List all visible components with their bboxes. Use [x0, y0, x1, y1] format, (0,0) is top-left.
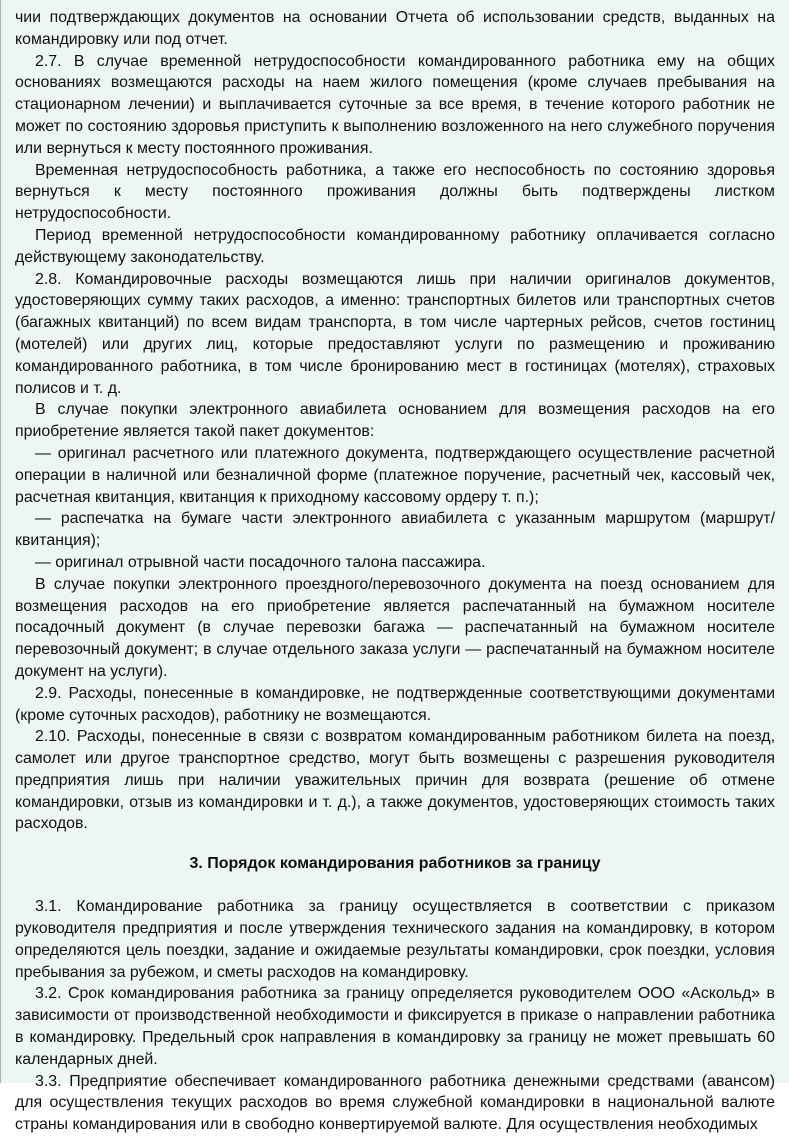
list-item-payment-document: — оригинал расчетного или платежного документа, подтверждающего осуществление расчетной операции в наличной или безналичной форме (платежное поручение, расчетный чек, кассовый чек, расчетная квитанция, квитанция к приходному кассовому ордеру т. п.);	[15, 444, 775, 506]
paragraph-2-9: 2.9. Расходы, понесенные в командировке, не подтвержденные соответствующими документами (кроме суточных расходов), работнику не возмещаются.	[15, 684, 775, 724]
paragraph-2-8: 2.8. Командировочные расходы возмещаются лишь при наличии оригиналов документов, удостоверяющих сумму таких расходов, а именно: транспортных билетов или транспортных счетов (багажных квитанций) по всем видам транспорта, в том числе чартерных рейсов, счетов гостиниц (мотелей) или других лиц, которые предоставляют услуги по размещению и проживанию командированного работника, в том числе бронированию мест в гостиницах (мотелях), страховых полисов и т. д.	[15, 270, 775, 397]
paragraph-train-ticket: В случае покупки электронного проездного/перевозочного документа на поезд основанием для возмещения расходов на его приобретение является распечатанный на бумажном носителе посадочный документ (в случае перевозки багажа — распечатанный на бумажном носителе перевозочный документ; в случае отдельного заказа услуги — распечатанный на бумажном носителе документ на услуги).	[15, 575, 775, 680]
paragraph-temporary-disability: Временная нетрудоспособность работника, а также его неспособность по состоянию здоровья вернуться к месту постоянного проживания должны быть подтверждены листком нетрудоспособности.	[15, 161, 775, 223]
paragraph-3-2: 3.2. Срок командирования работника за границу определяется руководителем ООО «Аскольд» в зависимости от производственной необходимости и фиксируется в приказе о направлении работника в командировку. Предельный срок направления в командировку за границу не может превышать 60 календарных дней.	[15, 985, 775, 1068]
paragraph-2-10: 2.10. Расходы, понесенные в связи с возвратом командированным работником билета на поезд, самолет или другое транспортное средство, могут быть возмещены с разрешения руководителя предприятия лишь при наличии уважительных причин для возврата (решение об отмене командировки, отзыв из командировки и т. д.), а также документов, удостоверяющих стоимость таких расходов.	[15, 728, 775, 833]
paragraph-3-3: 3.3. Предприятие обеспечивает командированного работника денежными средствами (авансом) для осуществления текущих расходов во время служебной командировки в национальной валюте страны командирования или в свободно конвертируемой валюте. Для осуществления необходимых	[15, 1072, 775, 1134]
paragraph-continuation: чии подтверждающих документов на основании Отчета об использовании средств, выданных на командировку или под отчет.	[15, 9, 775, 48]
document-body	[15, 7, 775, 1136]
section-heading: 3. Порядок командирования работников за границу	[189, 855, 601, 873]
list-item-e-ticket-printout: — распечатка на бумаге части электронного авиабилета с указанным маршрутом (маршрут/квитанция);	[15, 510, 775, 550]
paragraph-disability-period: Период временной нетрудоспособности командированному работнику оплачивается согласно действующему законодательству.	[15, 226, 775, 266]
paragraph-e-ticket-intro: В случае покупки электронного авиабилета основанием для возмещения расходов на его приобретение является такой пакет документов:	[15, 401, 775, 441]
paragraph-3-1: 3.1. Командирование работника за границу осуществляется в соответствии с приказом руководителя предприятия и после утверждения технического задания на командировку, в котором определяются цель поездки, задание и ожидаемые результаты командировки, срок поездки, условия пребывания за рубежом, и сметы расходов на командировку.	[15, 898, 775, 981]
paragraph-2-7: 2.7. В случае временной нетрудоспособности командированного работника ему на общих основаниях возмещаются расходы на наем жилого помещения (кроме случаев пребывания на стационарном лечении) и выплачивается суточные за все время, в течение которого работник не может по состоянию здоровья приступить к выполнению возложенного на него служебного поручения или вернуться к месту постоянного проживания.	[15, 52, 775, 157]
list-item-boarding-pass: — оригинал отрывной части посадочного талона пассажира.	[35, 553, 486, 571]
